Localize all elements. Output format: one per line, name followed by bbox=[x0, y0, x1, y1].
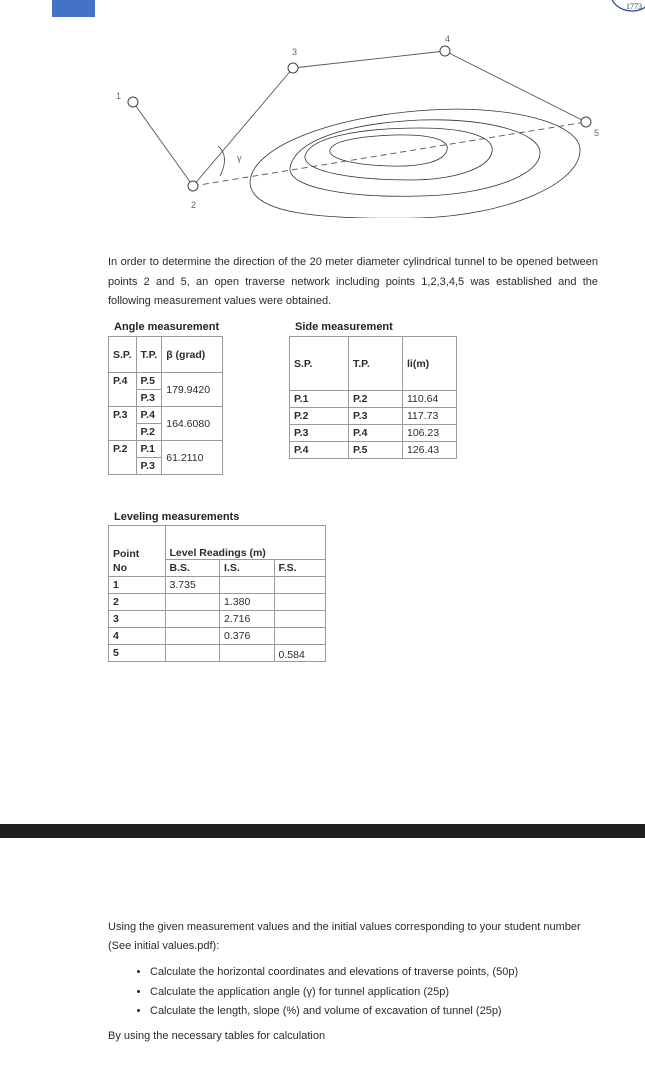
traverse-diagram bbox=[100, 28, 610, 218]
table-row: P.2 P.1 61.2110 bbox=[109, 441, 223, 458]
table-row: P.3 bbox=[109, 458, 223, 475]
leveling-header-group: Level Readings (m) bbox=[165, 526, 325, 560]
point-2-marker bbox=[188, 181, 198, 191]
point-1-marker bbox=[128, 97, 138, 107]
point-2-label: 2 bbox=[191, 200, 197, 210]
side-table bbox=[289, 336, 457, 459]
table-row: P.4 P.5 179.9420 bbox=[109, 373, 223, 390]
point-1-label: 1 bbox=[116, 91, 122, 101]
leg-1-2 bbox=[133, 102, 193, 186]
leveling-header-fs: F.S. bbox=[274, 560, 325, 577]
list-item: • Calculate the horizontal coordinates and elevations of traverse points, (50p) bbox=[150, 963, 518, 983]
point-5-marker bbox=[581, 117, 591, 127]
side-header-sp: S.P. bbox=[290, 337, 349, 391]
table-row: 2 1.380 bbox=[109, 594, 326, 611]
point-5-label: 5 bbox=[594, 128, 600, 138]
table-row: 5 0.584 bbox=[109, 645, 326, 662]
leg-3-4 bbox=[293, 51, 445, 68]
table-row: P.3 P.4 106.23 bbox=[290, 425, 457, 442]
task-intro: Using the given measurement values and the initial values corresponding to your student number (See initial values.pdf): bbox=[108, 921, 581, 952]
intro-paragraph: In order to determine the direction of the 20 meter diameter cylindrical tunnel to be opened between points 2 and 5, an open traverse network including points 1,2,3,4,5 was established and the following measurement values were obtained. bbox=[108, 256, 598, 307]
table-row: P.2 bbox=[109, 424, 223, 441]
table-row: P.1 P.2 110.64 bbox=[290, 391, 457, 408]
task-list bbox=[128, 963, 518, 1022]
page-separator-band bbox=[0, 824, 645, 838]
leveling-header-is: I.S. bbox=[220, 560, 275, 577]
list-item: • Calculate the application angle (γ) for tunnel application (25p) bbox=[150, 983, 518, 1003]
side-header-l: li(m) bbox=[403, 337, 457, 391]
footer-text: By using the necessary tables for calculation bbox=[108, 1030, 326, 1042]
point-4-label: 4 bbox=[445, 34, 451, 44]
table-row: P.2 P.3 117.73 bbox=[290, 408, 457, 425]
angle-table-title: Angle measurement bbox=[114, 321, 220, 333]
seal-year: 1773 bbox=[626, 2, 642, 11]
angle-header-beta: β (grad) bbox=[162, 337, 223, 373]
table-row: P.3 bbox=[109, 390, 223, 407]
leg-2-3 bbox=[193, 68, 293, 186]
leg-4-5 bbox=[445, 51, 586, 122]
blue-header-block bbox=[52, 0, 95, 17]
table-row: P.3 P.4 164.6080 bbox=[109, 407, 223, 424]
contour-2 bbox=[290, 120, 540, 196]
leveling-header-no: No bbox=[109, 560, 166, 577]
leveling-table bbox=[108, 525, 326, 662]
tunnel-axis bbox=[193, 122, 586, 186]
side-table-title: Side measurement bbox=[295, 321, 393, 333]
angle-header-sp: S.P. bbox=[109, 337, 137, 373]
table-row: 4 0.376 bbox=[109, 628, 326, 645]
point-3-marker bbox=[288, 63, 298, 73]
contour-outer bbox=[250, 109, 580, 218]
table-row: P.4 P.5 126.43 bbox=[290, 442, 457, 459]
angle-header-tp: T.P. bbox=[136, 337, 162, 373]
list-item: • Calculate the length, slope (%) and volume of excavation of tunnel (25p) bbox=[150, 1002, 518, 1022]
point-4-marker bbox=[440, 46, 450, 56]
contour-inner bbox=[330, 135, 447, 166]
leveling-header-bs: B.S. bbox=[165, 560, 220, 577]
leveling-header-point: Point bbox=[109, 526, 166, 560]
angle-table bbox=[108, 336, 223, 475]
side-header-tp: T.P. bbox=[349, 337, 403, 391]
table-row: 3 2.716 bbox=[109, 611, 326, 628]
gamma-label: γ bbox=[237, 153, 242, 163]
contour-3 bbox=[305, 128, 492, 180]
leveling-table-title: Leveling measurements bbox=[114, 511, 240, 523]
table-row: 1 3.735 bbox=[109, 577, 326, 594]
point-3-label: 3 bbox=[292, 47, 298, 57]
